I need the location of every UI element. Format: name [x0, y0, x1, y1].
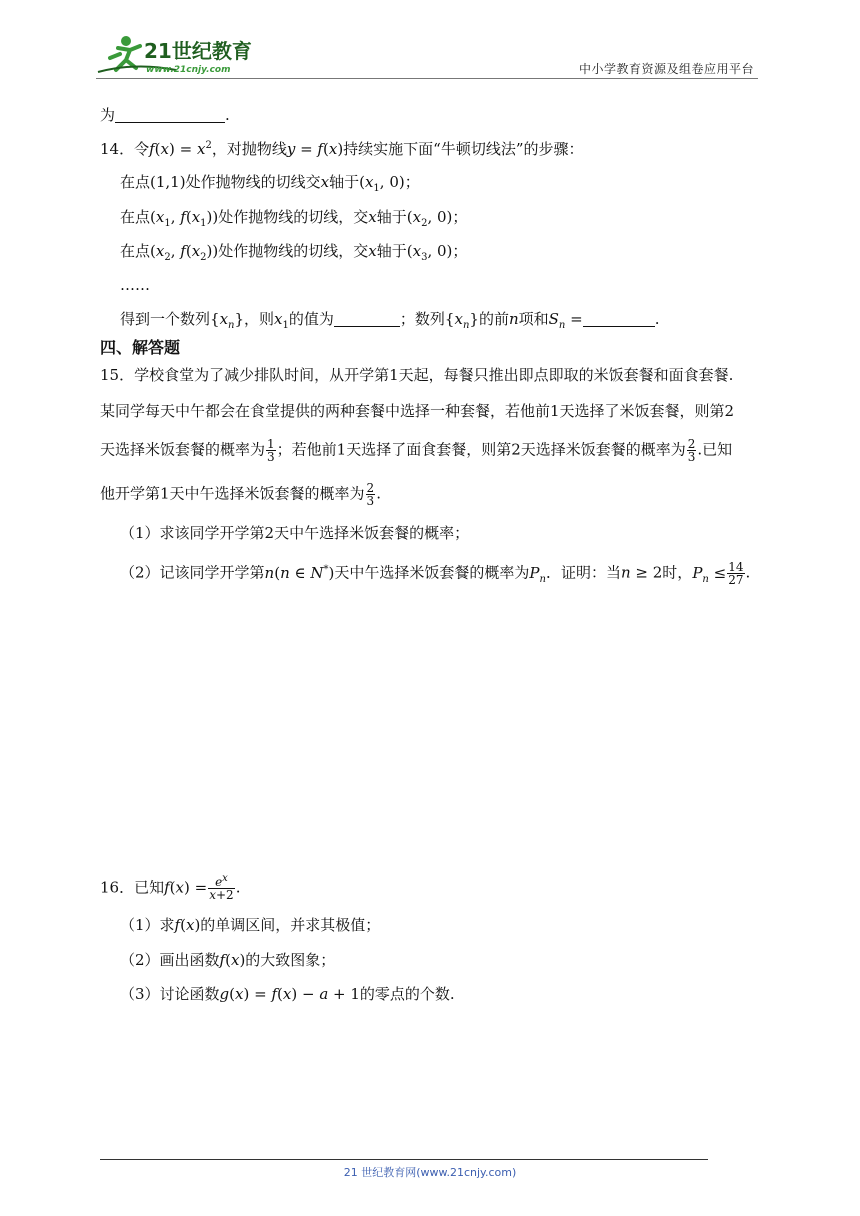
q16-text: （2）画出函数: [120, 951, 220, 969]
q14-text: ，对抛物线: [211, 140, 287, 158]
point-x3: ($x_3$, 0): [406, 242, 453, 263]
q15-text: 他开学第1天中午选择米饭套餐的概率为: [100, 484, 365, 503]
step-text: ；: [452, 242, 468, 260]
fraction-two-thirds: $\frac{2}{3}$: [687, 437, 696, 464]
q15-text: 时，: [662, 563, 693, 582]
q16-part-1: [120, 914, 380, 936]
q15-line-1: [100, 364, 733, 386]
q15-text: 天中午选择米饭套餐的概率为: [334, 563, 530, 582]
step-text: 处作抛物线的切线，交: [218, 208, 369, 226]
step-text: 在点: [120, 173, 151, 191]
question-number: 14．: [100, 140, 135, 158]
answer-blank: [334, 310, 400, 327]
formula-parabola: y = f(x): [286, 140, 344, 158]
runner-logo-icon: [96, 32, 266, 76]
fraction-14-27: $\frac{14}{27}$: [728, 560, 744, 587]
formula-g-x: g(x) = f(x) − a + 1: [219, 985, 360, 1003]
answer-blank: [583, 310, 655, 327]
var-x: x: [368, 208, 377, 226]
formula-n-ge-2: n ≥ 2: [620, 563, 663, 582]
point-1-1: (1,1): [150, 173, 186, 191]
footer-link[interactable]: 21 世纪教育网(www.21cnjy.com): [343, 1166, 517, 1179]
q15-text: ．证明：当: [545, 563, 621, 582]
q15-line-4: [100, 482, 381, 507]
step-text: 在点: [120, 242, 151, 260]
q16-text: 的单调区间，并求其极值；: [200, 916, 381, 934]
q15-text: .: [376, 484, 381, 503]
formula-f-x: f(x) =: [164, 878, 208, 897]
var-n: n: [508, 310, 519, 328]
site-logo: [96, 32, 266, 76]
q16-stem: [100, 873, 241, 902]
q15-part-2: [120, 561, 750, 586]
var-x: x: [320, 173, 330, 191]
q16-text: （3）讨论函数: [120, 985, 220, 1003]
q14-text: 持续实施下面“牛顿切线法”的步骤：: [343, 140, 584, 158]
q16-text: .: [235, 878, 241, 897]
step-text: 在点: [120, 208, 151, 226]
footer-divider: [100, 1159, 708, 1160]
result-text: 项和: [518, 310, 549, 328]
result-text: 的值为: [288, 310, 334, 328]
q16-part-3: [120, 983, 455, 1005]
q14-step-2: [120, 206, 467, 228]
fraction-one-third: $\frac{1}{3}$: [267, 437, 275, 464]
q15-text: 天选择米饭套餐的概率为: [100, 440, 266, 459]
q14-step-3: [120, 240, 467, 262]
formula-f-x: f(x): [174, 916, 201, 934]
formula-f-x: f(x): [219, 951, 246, 969]
q16-text: 已知: [134, 878, 165, 897]
formula-f-x: $f(x) = x^2$: [149, 140, 212, 158]
formula-pn-bound: $P_n$ ≤: [692, 563, 727, 585]
logo-sub-text: www.21cnjy.com: [146, 65, 231, 75]
step-text: 轴于: [329, 173, 360, 191]
result-text: 得到一个数列: [120, 310, 211, 328]
q15-line-3: [100, 438, 732, 463]
q13-tail-prefix: 为: [100, 106, 116, 124]
step-text: 轴于: [376, 242, 407, 260]
q14-ellipsis: ……: [120, 276, 150, 294]
q16-text: 的大致图象；: [245, 951, 336, 969]
header-tagline: 中小学教育资源及组卷应用平台: [578, 62, 754, 76]
q16-text: 的零点的个数.: [359, 985, 455, 1003]
var-pn: $P_n$: [529, 563, 546, 585]
fraction-ex-over-x-plus-2: $\frac{e^x}{x+2}$: [209, 873, 234, 902]
q15-text: 学校食堂为了减少排队时间，从开学第1天起，每餐只推出即点即取的米饭套餐和面食套餐.: [134, 366, 734, 384]
result-text: .: [654, 310, 660, 328]
q16-part-2: [120, 949, 335, 971]
point-x1-fx1: ($x_1$, $f(x_1)$): [150, 208, 219, 229]
header-divider: [96, 78, 758, 79]
q15-part-1: （1）求该同学开学第2天中午选择米饭套餐的概率；: [120, 524, 470, 542]
result-text: ，则: [244, 310, 275, 328]
formula-n-in-N: n(n ∈ N*): [264, 563, 335, 582]
question-number: 16．: [100, 878, 135, 897]
result-text: 的前: [478, 310, 509, 328]
section-title: 四、解答题: [100, 338, 181, 357]
point-x2-fx2: ($x_2$, $f(x_2)$): [150, 242, 219, 263]
step-text: 处作抛物线的切线，交: [218, 242, 369, 260]
sequence-xn: $\{x_n\}$: [444, 310, 479, 331]
q14-text: 令: [134, 140, 150, 158]
page-header: [96, 30, 758, 80]
q13-tail: [100, 104, 230, 126]
q13-tail-suffix: .: [225, 106, 230, 124]
sum-sn: $S_n$ =: [548, 310, 583, 331]
q15-line-2: 某同学每天中午都会在食堂提供的两种套餐中选择一种套餐，若他前1天选择了米饭套餐，则第2: [100, 402, 735, 420]
q15-text: .已知: [697, 440, 733, 459]
q14-result: [120, 308, 660, 330]
logo-main-text: 21世纪教育: [144, 39, 252, 63]
result-text: ；数列: [399, 310, 445, 328]
q15-text: （2）记该同学开学第: [120, 563, 265, 582]
sequence-xn: $\{x_n\}$: [210, 310, 245, 331]
step-text: 处作抛物线的切线交: [185, 173, 321, 191]
step-text: 轴于: [376, 208, 407, 226]
point-x1: ($x_1$, 0): [359, 173, 405, 194]
q15-text: .: [745, 563, 751, 582]
point-x2: ($x_2$, 0): [406, 208, 453, 229]
q15-text: ；若他前1天选择了面食套餐，则第2天选择米饭套餐的概率为: [276, 440, 686, 459]
var-x1: $x_1$: [274, 310, 289, 331]
step-text: ；: [452, 208, 468, 226]
q16-text: （1）求: [120, 916, 175, 934]
step-text: ；: [404, 173, 420, 191]
var-x: x: [368, 242, 377, 260]
answer-blank: [115, 106, 225, 123]
q14-step-1: [120, 171, 420, 193]
question-number: 15．: [100, 366, 135, 384]
fraction-two-thirds: $\frac{2}{3}$: [366, 481, 375, 508]
q14-stem: [100, 138, 584, 160]
